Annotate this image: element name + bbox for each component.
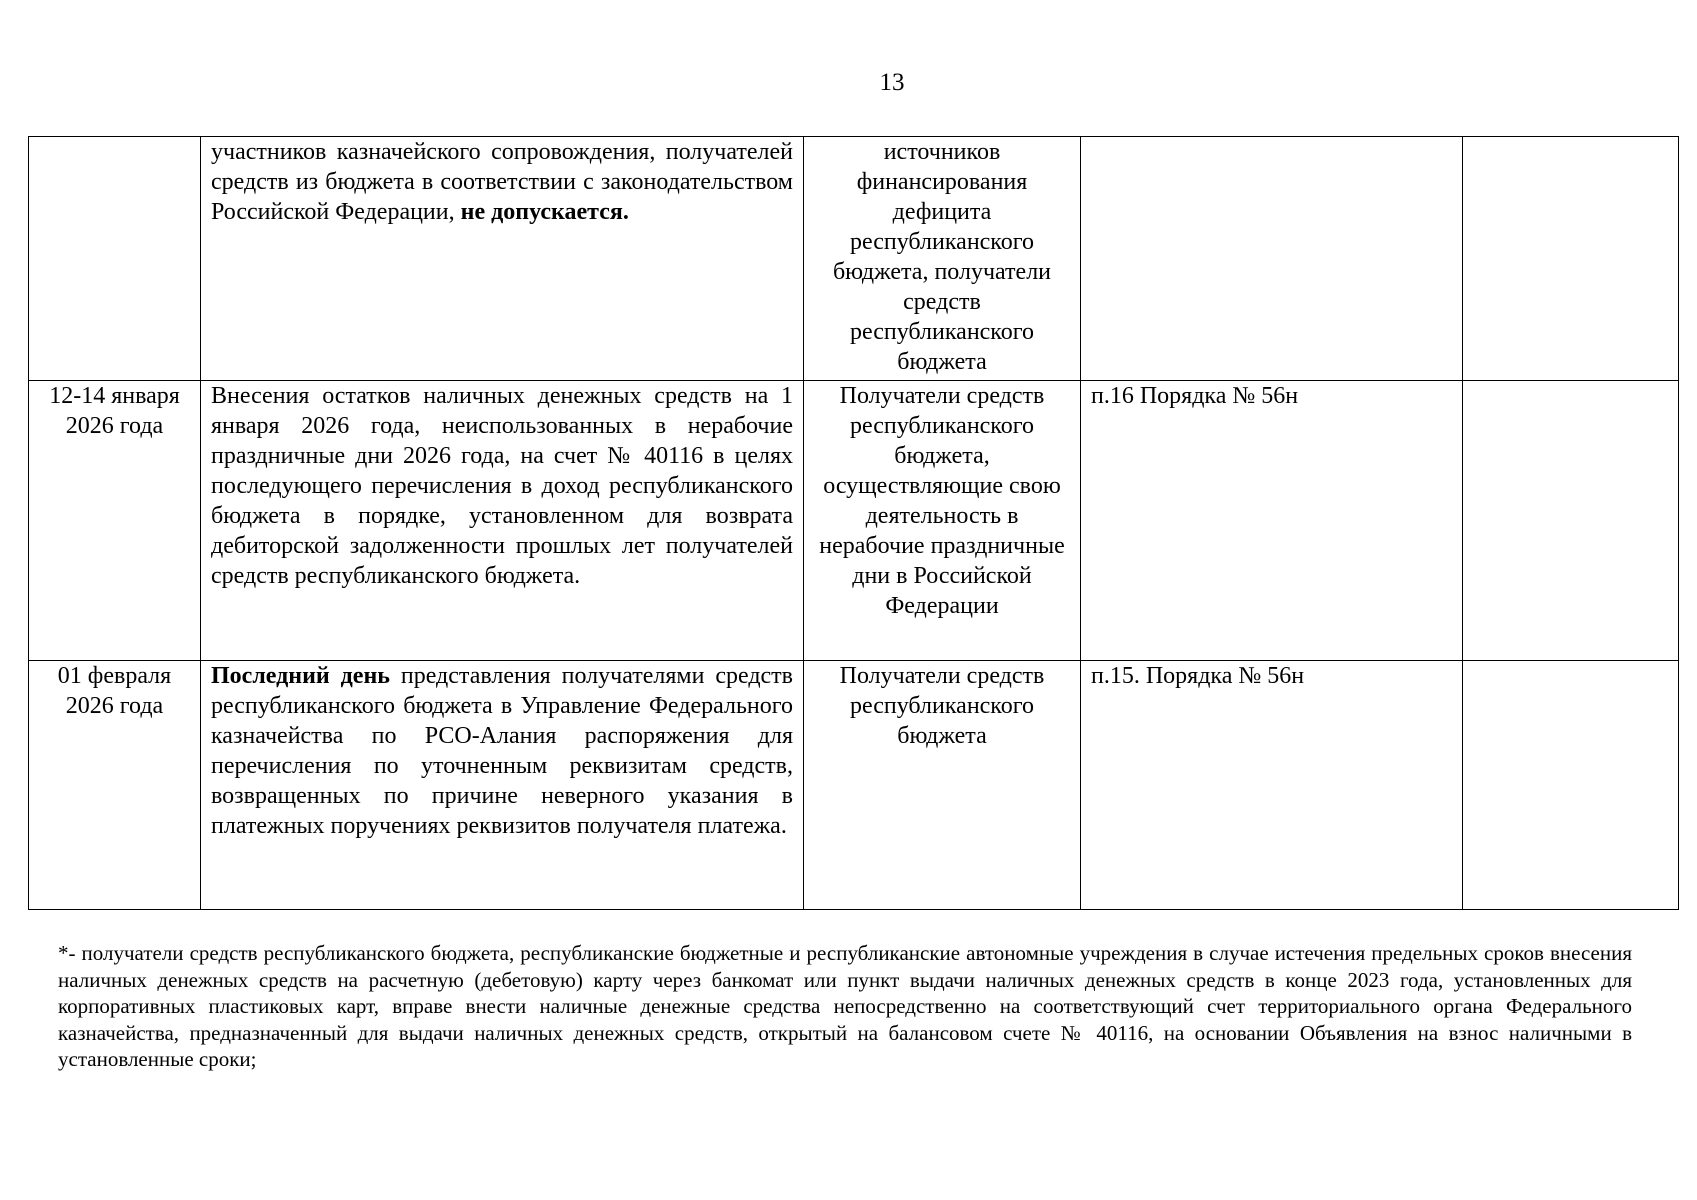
note-cell: [1463, 137, 1679, 381]
date-cell: [29, 137, 201, 381]
footnote: *- получатели средств республиканского бюджета, республиканские бюджетные и республиканские автономные учреждения в случае истечения предельных сроков внесения наличных денежных средств на расчетную (дебетовую) карту через банкомат или пункт выдачи наличных денежных средств в конце 2023 года, установленных для корпоративных пластиковых карт, вправе внести наличные денежные средства непосредственно на соответствующий счет территориального органа Федерального казначейства, предназначенный для выдачи наличных денежных средств, открытый на балансовом счете № 40116, на основании Объявления на взнос наличными в установленные сроки;: [58, 941, 1632, 1071]
event-cell: [201, 381, 804, 661]
date-cell: 01 февраля 2026 года: [29, 661, 201, 910]
note-cell: [1463, 381, 1679, 661]
event-cell: [201, 137, 804, 381]
note-cell: [1463, 661, 1679, 910]
event-cell: [201, 661, 804, 910]
participants-cell: Получатели средств республиканского бюджета: [804, 661, 1081, 910]
basis-cell: п.15. Порядка № 56н: [1081, 661, 1463, 910]
date-cell: 12-14 января 2026 года: [29, 381, 201, 661]
basis-cell: [1081, 137, 1463, 381]
table-row: [29, 661, 1679, 910]
event-text-part: участников казначейского сопровождения, получателей средств из бюджета в соответствии с законодательством Российской Федерации,: [211, 139, 793, 225]
schedule-table: [28, 136, 1679, 910]
participants-cell: источников финансирования дефицита республиканского бюджета, получатели средств республиканского бюджета: [804, 137, 1081, 381]
event-text-part: Внесения остатков наличных денежных средств на 1 января 2026 года, неиспользованных в нерабочие праздничные дни 2026 года, на счет № 40116 в целях последующего перечисления в доход республиканского бюджета в порядке, установленном для возврата дебиторской задолженности прошлых лет получателей средств республиканского бюджета.: [211, 383, 793, 589]
table-row: [29, 381, 1679, 661]
basis-cell: п.16 Порядка № 56н: [1081, 381, 1463, 661]
page-number: 13: [879, 69, 905, 96]
event-text-bold-part: Последний день: [211, 663, 390, 689]
table-row: [29, 137, 1679, 381]
participants-cell: Получатели средств республиканского бюджета, осуществляющие свою деятельность в нерабочие праздничные дни в Российской Федерации: [804, 381, 1081, 661]
event-text-part: представления получателями средств республиканского бюджета в Управление Федерального казначейства по РСО-Алания распоряжения для перечисления по уточненным реквизитам средств, возвращенных по причине неверного указания в платежных поручениях реквизитов получателя платежа.: [211, 663, 793, 839]
event-text-bold-part: не допускается.: [460, 199, 629, 225]
